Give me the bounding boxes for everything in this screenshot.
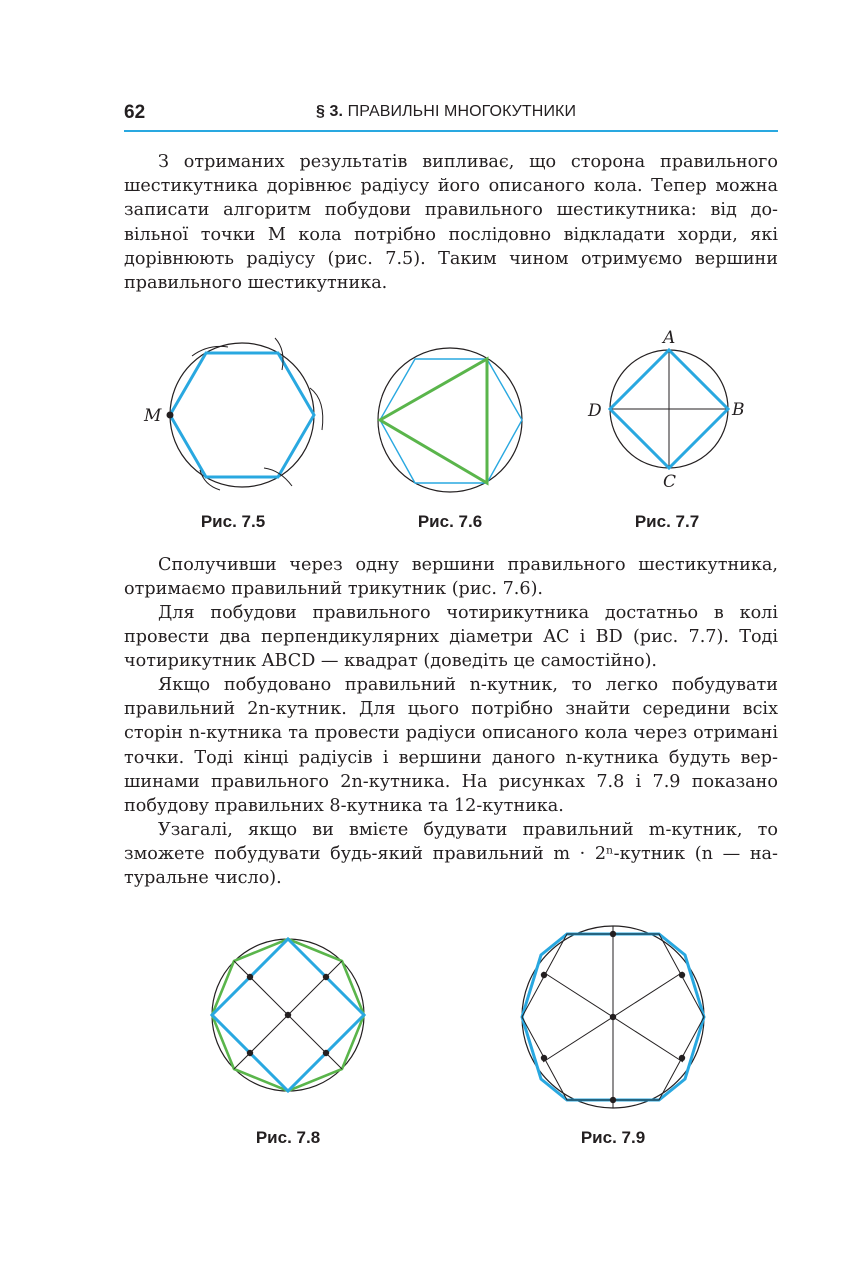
point-m [167,412,174,419]
center-point [610,1014,616,1020]
section-title [316,103,576,121]
p3-line: Для побудови правильного чотирикутника достатньо в колі [158,603,778,623]
p1-line: записати алгоритм побудови правильного шестикутника: від до- [124,200,778,221]
section-name: ПРАВИЛЬНІ МНОГОКУТНИКИ [347,103,577,120]
midpoint [610,931,616,937]
circumcircle [378,348,522,492]
p4-line: шинами правильного 2n-кутника. На рисунках 7.8 і 7.9 показано [124,771,778,792]
p1-line: вільної точки M кола потрібно послідовно відкладати хорди, які [124,224,778,245]
midpoint [679,972,685,978]
paragraph-3 [124,601,778,674]
p4-line: правильний 2n-кутник. Для цього потрібно знайти середини всіх [124,699,778,720]
midpoint [247,1050,253,1056]
p1-line: дорівнюють радіусу (рис. 7.5). Таким чином отримуємо вершини [124,248,778,269]
hexagon [170,353,314,477]
figure-7-5 [140,330,340,500]
p3-line: провести два перпендикулярних діаметри AC і BD (рис. 7.7). Тоді [124,627,778,648]
p1-line: правильного шестикутника. [124,273,388,294]
label-m: M [144,406,162,426]
section-prefix: § 3. [316,103,344,120]
p5-line: зможете побудувати будь-який правильний m · 2ⁿ-кутник (n — на- [124,844,778,865]
circumcircle [170,343,314,487]
p1-line: шестикутника дорівнює радіусу його описаного кола. Тепер можна [124,176,778,197]
hexagon [380,359,522,483]
p4-line: сторін n-кутника та провести радіуси описаного кола через отримані [124,723,778,744]
page-number: 62 [124,102,146,123]
p5-line: туральне число). [124,868,282,889]
p2-line: отримаємо правильний трикутник (рис. 7.6). [124,579,544,600]
figure-7-9 [515,925,711,1110]
paragraph-2 [124,553,778,601]
page-header [124,100,778,132]
figure-7-8 [208,935,368,1095]
label-b: B [732,400,745,420]
p4-line: побудову правильних 8-кутника та 12-кутника. [124,796,564,817]
midpoint [679,1055,685,1061]
paragraph-5 [124,818,778,891]
midpoint [323,974,329,980]
triangle [380,359,487,483]
p2-line: Сполучивши через одну вершини правильного шестикутника, [158,555,778,575]
label-a: A [663,328,676,348]
caption-7-5: Рис. 7.5 [200,512,266,531]
paragraph-4 [124,673,778,818]
figure-7-7 [580,325,760,500]
p3-line: чотирикутник ABCD — квадрат (доведіть це самостійно). [124,651,658,672]
midpoint [247,974,253,980]
caption-7-7: Рис. 7.7 [634,512,700,531]
midpoint [541,972,547,978]
label-c: C [663,472,677,492]
caption-7-6: Рис. 7.6 [417,512,483,531]
midpoint [323,1050,329,1056]
midpoint [541,1055,547,1061]
midpoint [610,1097,616,1103]
p4-line: Якщо побудовано правильний n-кутник, то легко побудувати [158,675,778,695]
label-d: D [588,401,602,421]
center-point [285,1012,291,1018]
caption-7-9: Рис. 7.9 [580,1128,646,1147]
compass-arc [192,346,228,356]
p1-line: З отриманих результатів випливає, що сторона правильного [158,152,778,172]
figure-7-6 [370,340,530,500]
p5-line: Узагалі, якщо ви вмієте будувати правильний m-кутник, то [158,820,778,840]
p4-line: точки. Тоді кінці радіусів і вершини даного n-кутника будуть вер- [124,747,778,768]
paragraph-1 [124,150,778,295]
caption-7-8: Рис. 7.8 [255,1128,321,1147]
